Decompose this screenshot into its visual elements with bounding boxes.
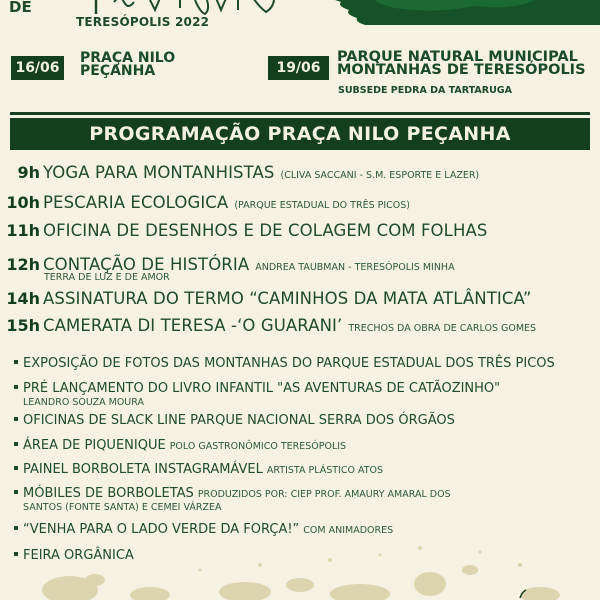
- schedule-time: 15h: [6, 316, 40, 335]
- bullet-square-icon: [14, 466, 18, 470]
- schedule-activity: OFICINA DE DESENHOS E DE COLAGEM COM FOLHAS: [43, 221, 488, 240]
- city-year: TERESÓPOLIS 2022: [76, 15, 210, 29]
- schedule-activity: CONTAÇÃO DE HISTÓRIA: [43, 255, 250, 274]
- attraction-item: [14, 356, 555, 371]
- bullet-square-icon: [14, 385, 18, 389]
- schedule-time: 11h: [6, 221, 40, 240]
- schedule-note: TRECHOS DA OBRA DE CARLOS GOMES: [348, 323, 537, 334]
- schedule-row: [0, 316, 536, 335]
- attraction-note: POLO GASTRONÔMICO TERESÓPOLIS: [169, 441, 347, 452]
- attraction-text: EXPOSIÇÃO DE FOTOS DAS MONTANHAS DO PARQUE ESTADUAL DOS TRÊS PICOS: [23, 356, 555, 371]
- schedule-note: (CLIVA SACCANI - S.M. ESPORTE E LAZER): [280, 170, 480, 181]
- bullet-square-icon: [14, 417, 18, 421]
- bullet-square-icon: [14, 442, 18, 446]
- attraction-note: PRODUZIDOS POR: CIEP PROF. AMAURY AMARAL DOS: [197, 489, 451, 500]
- attraction-text: ÁREA DE PIQUENIQUE: [23, 438, 166, 453]
- attraction-item: [14, 381, 500, 396]
- attraction-item: [14, 462, 383, 477]
- venue-1-line1: PRAÇA NILO: [80, 50, 176, 66]
- venue-1: [80, 52, 175, 78]
- attraction-note: ARTISTA PLÁSTICO ATOS: [266, 465, 384, 476]
- schedule-note: ANDREA TAUBMAN - TERESÓPOLIS MINHA: [255, 262, 455, 273]
- schedule-time: 9h: [17, 163, 40, 182]
- bullet-square-icon: [14, 360, 18, 364]
- header-de-word: DE: [9, 0, 32, 16]
- schedule-activity: PESCARIA ECOLOGICA: [43, 193, 229, 212]
- attraction-text: OFICINAS DE SLACK LINE PARQUE NACIONAL SERRA DOS ÓRGÃOS: [23, 413, 455, 428]
- attraction-item: [14, 438, 346, 453]
- banner-divider: [10, 112, 590, 115]
- schedule-note-line2: TERRA DE LUZ E DE AMOR: [44, 272, 170, 283]
- attraction-sub: SANTOS (FONTE SANTA) E CEMEI VÁRZEA: [23, 502, 222, 513]
- venue-2-subtitle: SUBSEDE PEDRA DA TARTARUGA: [338, 85, 512, 96]
- schedule-time: 10h: [6, 193, 40, 212]
- schedule-activity: YOGA PARA MONTANHISTAS: [43, 163, 275, 182]
- program-banner: PROGRAMAÇÃO PRAÇA NILO PEÇANHA: [10, 118, 590, 150]
- schedule-activity: ASSINATURA DO TERMO “CAMINHOS DA MATA ATLÂNTICA”: [43, 289, 532, 308]
- attraction-item: [14, 486, 451, 501]
- schedule-note: (PARQUE ESTADUAL DO TRÊS PICOS): [234, 200, 411, 211]
- bullet-square-icon: [14, 490, 18, 494]
- venue-2-line1: PARQUE NATURAL MUNICIPAL: [337, 49, 578, 65]
- venue-2: [337, 51, 586, 77]
- venue-1-line2: PEÇANHA: [80, 63, 156, 79]
- attraction-text: PAINEL BORBOLETA INSTAGRAMÁVEL: [23, 462, 263, 477]
- schedule-time: 12h: [6, 255, 40, 274]
- venue-2-line2: MONTANHAS DE TERESÓPOLIS: [337, 62, 586, 78]
- attraction-item: [14, 413, 455, 428]
- schedule-row: [0, 193, 410, 212]
- attraction-note: COM ANIMADORES: [303, 525, 394, 536]
- attraction-text: MÓBILES DE BORBOLETAS: [23, 486, 194, 501]
- attraction-sub: LEANDRO SOUZA MOURA: [23, 397, 144, 408]
- paint-splatter-decoration: [0, 540, 600, 600]
- attraction-text: “VENHA PARA O LADO VERDE DA FORÇA!”: [23, 522, 300, 537]
- green-brush-shape: [335, 0, 600, 25]
- schedule-row: [0, 289, 532, 308]
- schedule-activity: CAMERATA DI TERESA -‘O GUARANI’: [43, 316, 343, 335]
- schedule-row: [0, 221, 487, 240]
- attraction-text: FEIRA ORGÂNICA: [23, 548, 134, 563]
- schedule-time: 14h: [6, 289, 40, 308]
- date-badge-2: 19/06: [268, 56, 329, 80]
- date-badge-1: 16/06: [11, 56, 64, 80]
- bullet-square-icon: [14, 526, 18, 530]
- event-script-logo: [30, 0, 290, 16]
- attraction-item: [14, 522, 393, 537]
- schedule-row: [0, 163, 479, 182]
- attraction-text: PRÉ LANÇAMENTO DO LIVRO INFANTIL "AS AVENTURAS DE CATÃOZINHO": [23, 381, 501, 396]
